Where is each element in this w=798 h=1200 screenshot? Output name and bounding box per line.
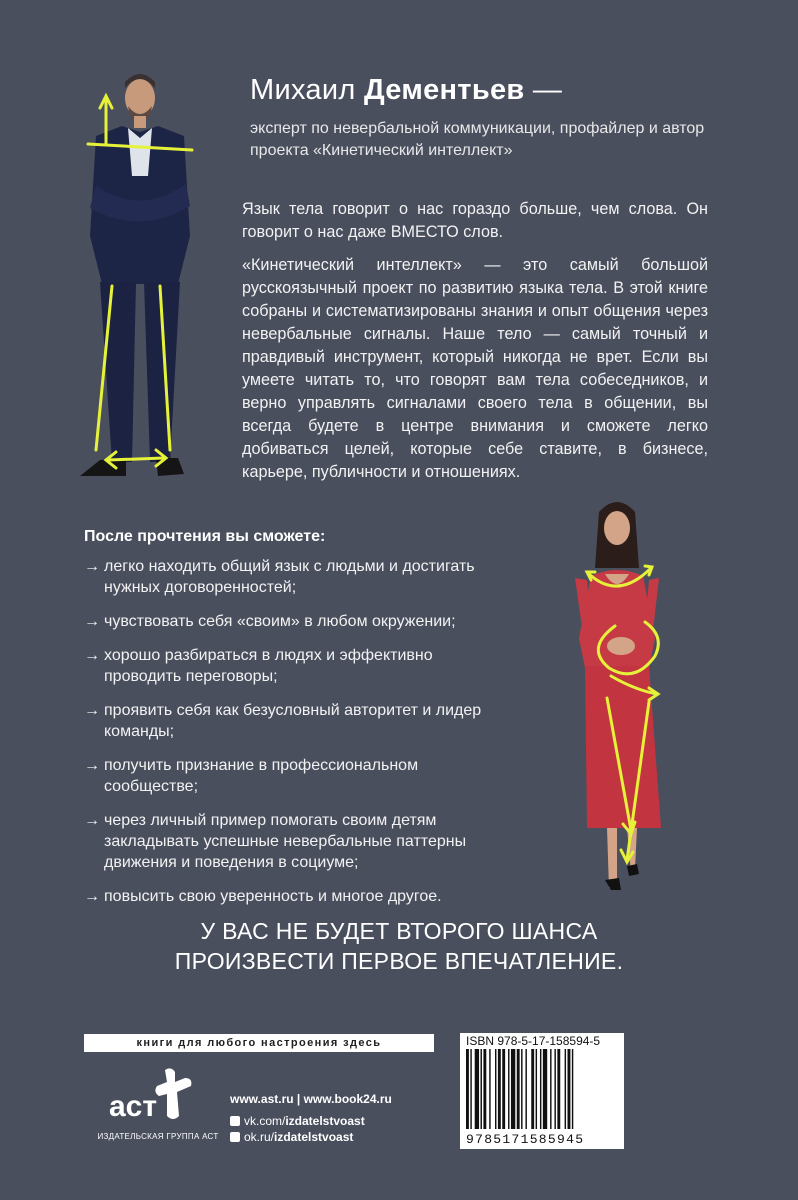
ok-handle: izdatelstvoast [274,1130,354,1144]
barcode-bar [475,1049,479,1129]
author-first-name: Михаил [250,74,356,106]
arrow-right-icon: → [84,812,100,829]
ok-icon [230,1132,240,1142]
slogan-line: У ВАС НЕ БУДЕТ ВТОРОГО ШАНСА [200,918,598,944]
arrow-right-icon: → [84,647,100,664]
slogan [0,916,798,976]
author-name [250,74,562,107]
intro-paragraph: «Кинетический интеллект» — это самый большой русскоязычный проект по развитию языка тела. В этой книге собраны и систематизированы знания и опыт общения через невербальные сигналы. Наше тело — самый точный и правдивый инструмент, который никогда не врет. Если вы умеете читать то, что говорят вам тела собеседников, и верно управлять сигналами своего тела в общении, вы всегда будете в центре внимания и сможете легко добиваться целей, которые себе ставите, в бизнесе, карьере, публичности и отношениях. [242,256,708,481]
vk-link[interactable] [230,1114,365,1128]
barcode [466,1049,618,1129]
barcode-bar [543,1049,547,1129]
barcode-bar [483,1049,486,1129]
ok-link[interactable] [230,1130,353,1144]
vk-handle: izdatelstvoast [285,1114,365,1128]
barcode-bar [466,1049,469,1129]
barcode-bar [470,1049,471,1129]
barcode-bar [517,1049,520,1129]
author-last-name: Дементьев [363,74,525,106]
barcode-bar [495,1049,496,1129]
benefit-item [84,556,504,598]
barcode-bar [557,1049,560,1129]
benefit-item [84,886,504,907]
barcode-bar [550,1049,551,1129]
benefit-text: легко находить общий язык с людьми и достигать нужных договоренностей; [104,558,475,596]
barcode-bar [572,1049,573,1129]
arrow-right-icon: → [84,558,100,575]
benefit-item [84,611,504,632]
benefit-text: получить признание в профессиональном сообществе; [104,757,419,795]
barcode-bar [498,1049,501,1129]
intro-text [242,198,708,494]
benefit-item [84,645,504,687]
benefit-text: чувствовать себя «своим» в любом окружении; [104,613,456,630]
ast-logo [100,1064,230,1124]
barcode-bar [568,1049,571,1129]
barcode-bar [489,1049,490,1129]
arrow-right-icon: → [84,757,100,774]
barcode-bar [508,1049,509,1129]
author-subtitle: эксперт по невербальной коммуникации, профайлер и автор проекта «Кинетический интеллект» [250,120,705,159]
website-links[interactable]: www.ast.ru | www.book24.ru [230,1092,392,1106]
ok-prefix: ok.ru/ [244,1130,275,1144]
author-dash: — [532,74,563,106]
barcode-number: 9785171585945 [466,1132,585,1147]
benefits-heading: После прочтения вы сможете: [84,528,326,545]
barcode-bar [481,1049,482,1129]
isbn-text: ISBN 978-5-17-158594-5 [466,1034,601,1048]
barcode-bar [502,1049,505,1129]
benefit-text: проявить себя как безусловный авторитет и лидер команды; [104,702,482,740]
barcode-bar [540,1049,541,1129]
benefits-list [84,556,504,907]
benefits-section [84,528,504,920]
promo-band: книги для любого настроения здесь [84,1034,434,1052]
barcode-bar [531,1049,534,1129]
barcode-bar [554,1049,555,1129]
benefit-text: повысить свою уверенность и многое другое. [104,888,442,905]
barcode-bar [521,1049,522,1129]
arrow-right-icon: → [84,702,100,719]
logo-text: аст [109,1090,158,1123]
arrow-right-icon: → [84,888,100,905]
woman-body-language-illustration [565,498,685,893]
vk-icon [230,1116,240,1126]
publisher-name: ИЗДАТЕЛЬСКАЯ ГРУППА АСТ [97,1132,219,1141]
vk-prefix: vk.com/ [244,1114,286,1128]
intro-paragraph: Язык тела говорит о нас гораздо больше, чем слова. Он говорит о нас даже ВМЕСТО слов. [242,200,708,241]
benefit-item [84,810,504,873]
isbn-barcode-box [460,1033,624,1149]
barcode-bar [536,1049,537,1129]
benefit-item [84,755,504,797]
slogan-line: ПРОИЗВЕСТИ ПЕРВОЕ ВПЕЧАТЛЕНИЕ. [174,948,624,974]
man-body-language-illustration [78,66,208,486]
barcode-bar [525,1049,526,1129]
benefit-item [84,700,504,742]
barcode-bar [565,1049,566,1129]
barcode-bar [511,1049,515,1129]
benefit-text: через личный пример помогать своим детям закладывать успешные невербальные паттерны движения и поведения в социуме; [104,812,467,871]
arrow-right-icon: → [84,613,100,630]
benefit-text: хорошо разбираться в людях и эффективно проводить переговоры; [104,647,433,685]
